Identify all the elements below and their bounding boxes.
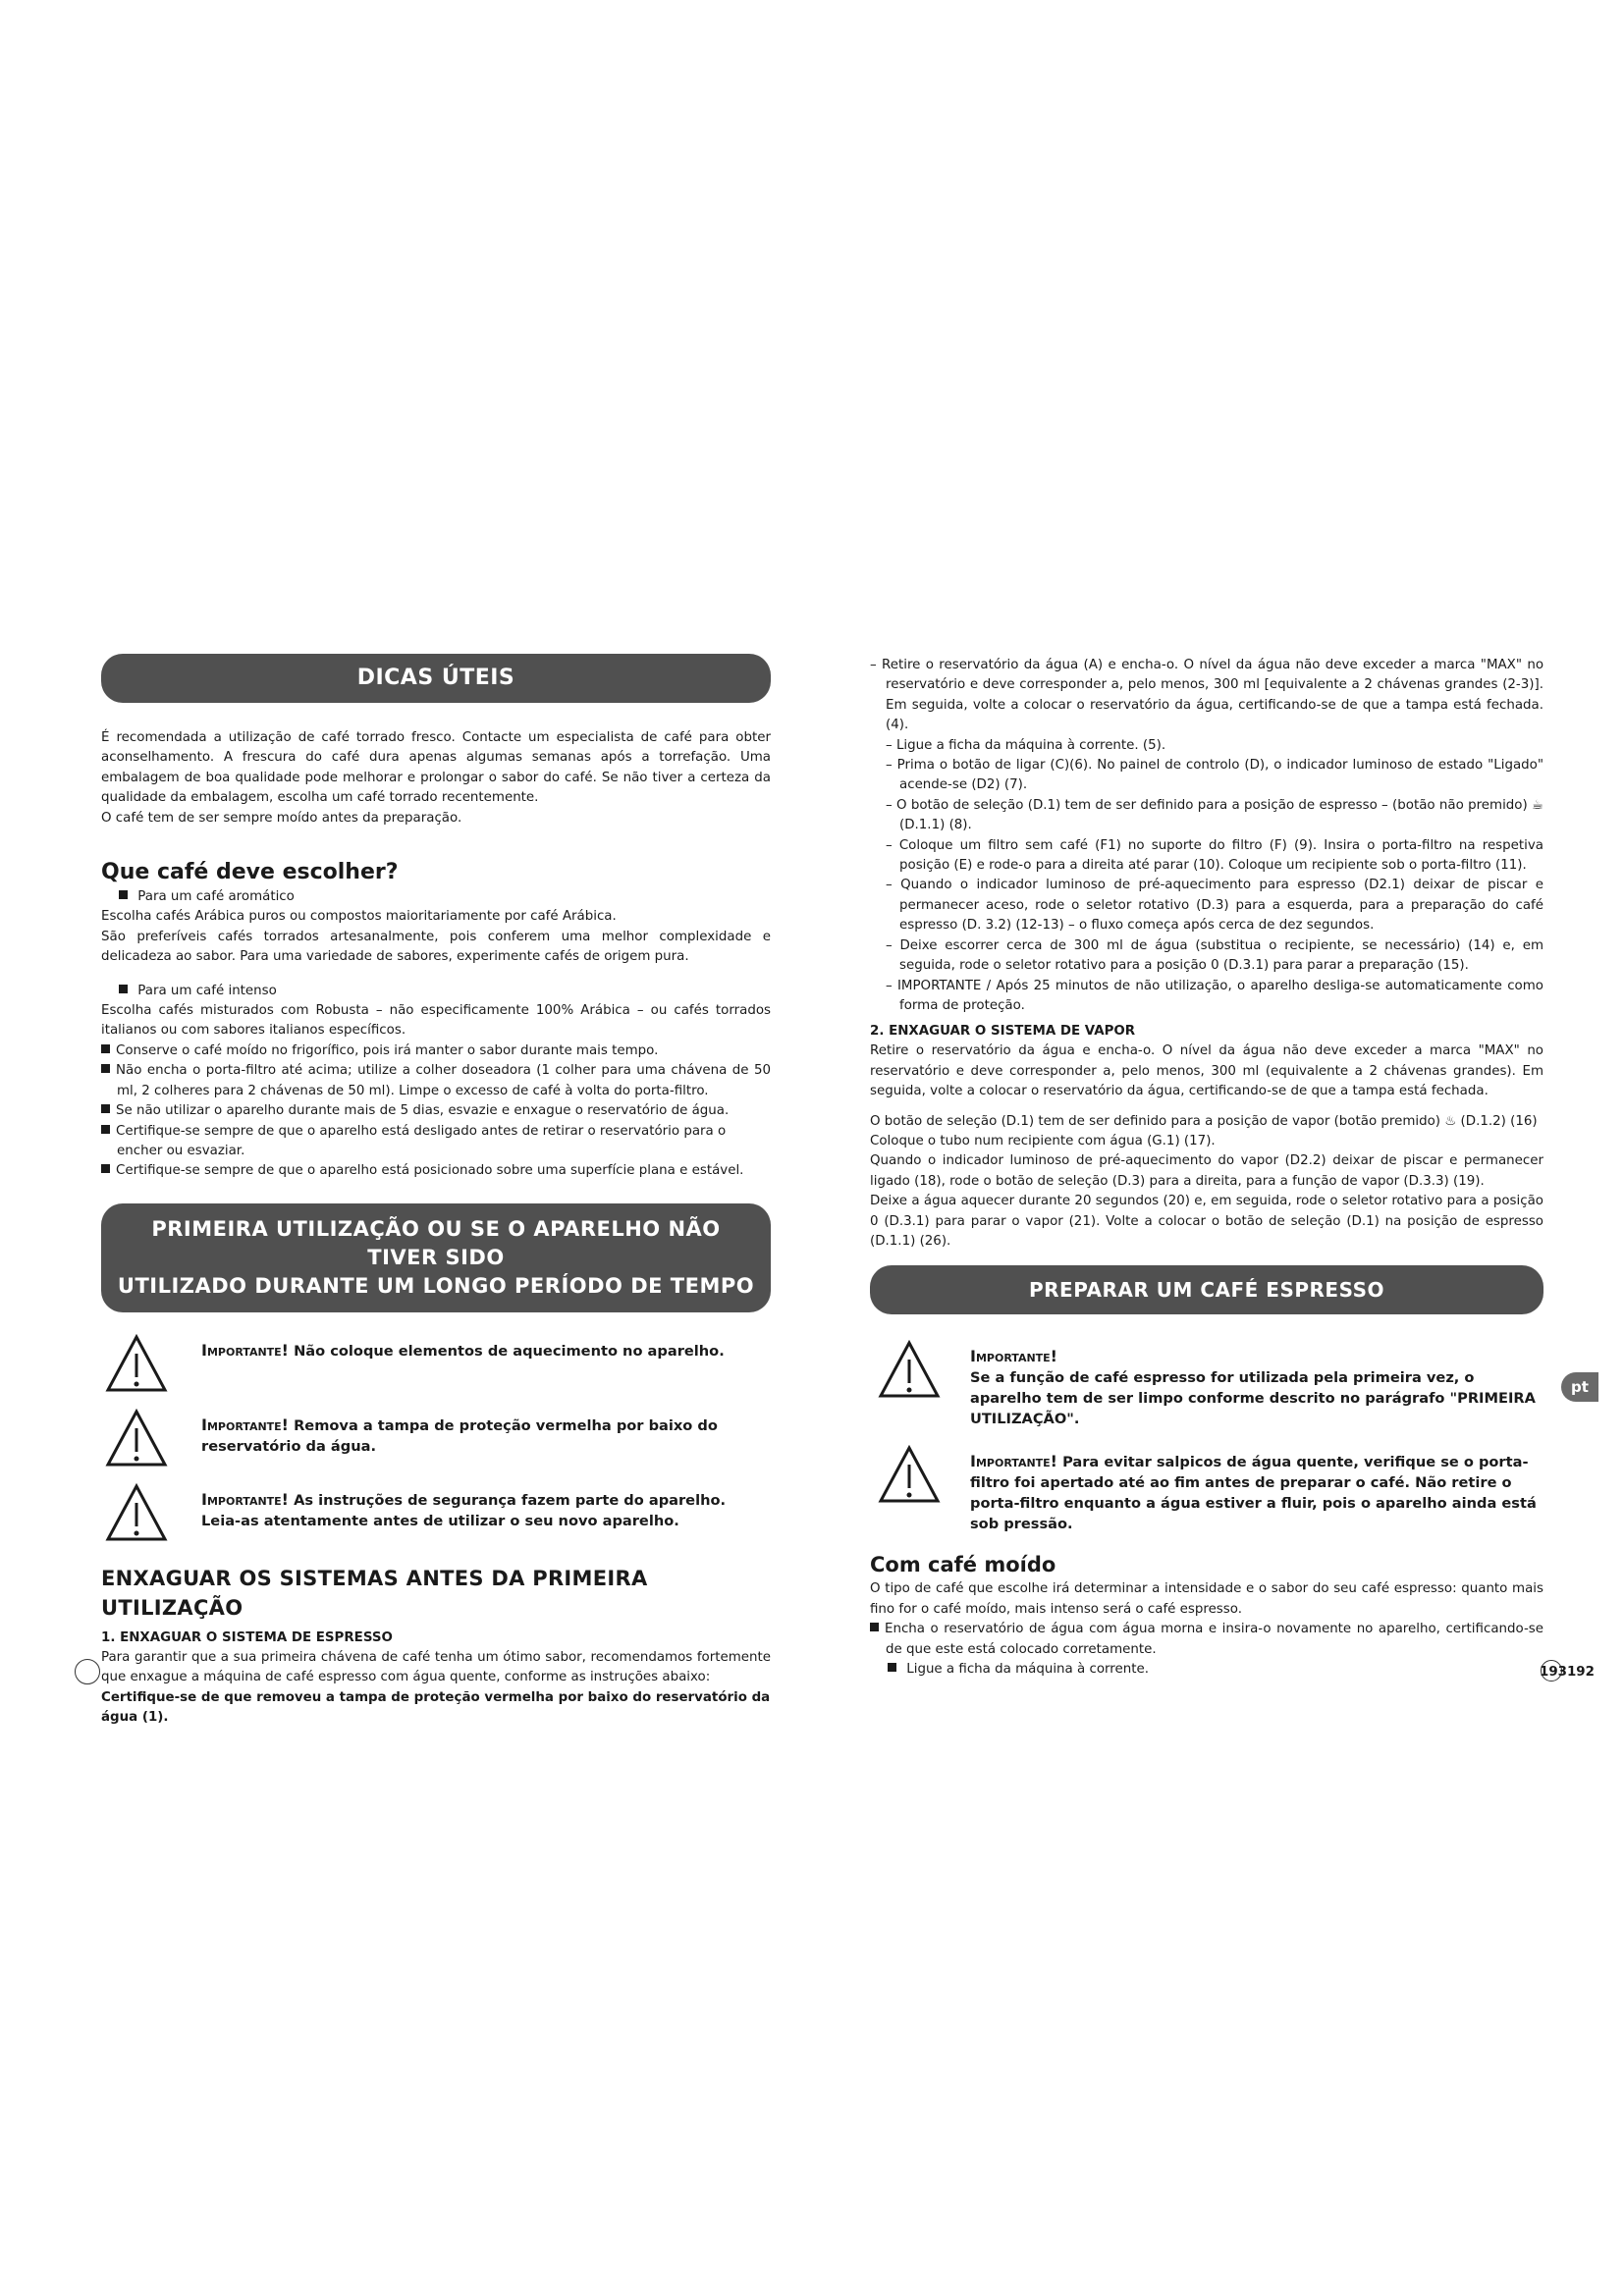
steam-select: O botão de seleção (D.1) tem de ser definido para a posição de vapor (botão premido) ♨ (D.1.2) (16)	[870, 1113, 1538, 1129]
square-bullet-icon	[101, 1064, 110, 1073]
language-badge: pt	[1561, 1372, 1598, 1402]
subheading-rinse-espresso: 1. ENXAGUAR O SISTEMA DE ESPRESSO	[101, 1629, 393, 1645]
square-bullet-icon	[101, 1164, 110, 1173]
aromatic-text-2: São preferíveis cafés torrados artesanalmente, pois conferem uma melhor complexidade e delicadeza ao sabor. Para uma variedade de sabores, experimente cafés de origem pura.	[101, 929, 771, 965]
list-item: Não encha o porta-filtro até acima; utilize a colher doseadora (1 colher para uma chávena de 50 ml, 2 colheres para 2 chávenas de 50 ml). Limpe o excesso de café à volta do porta-filtro.	[101, 1061, 771, 1101]
intense-label: Para um café intenso	[101, 982, 771, 1001]
square-bullet-icon	[119, 985, 128, 993]
left-column	[101, 654, 771, 1728]
intense-text: Escolha cafés misturados com Robusta – não especificamente 100% Arábica – ou cafés torrados italianos ou com sabores italianos específicos.	[101, 1003, 771, 1039]
section-banner-tips: DICAS ÚTEIS	[101, 654, 771, 703]
steam-tube: Coloque o tubo num recipiente com água (G.1) (17).	[870, 1133, 1216, 1148]
step-item: – Prima o botão de ligar (C)(6). No painel de controlo (D), o indicador luminoso de estado "Ligado" acende-se (D2) (7).	[886, 758, 1544, 793]
square-bullet-icon	[888, 1663, 896, 1672]
warning-triangle-icon	[105, 1409, 168, 1468]
aromatic-text-1: Escolha cafés Arábica puros ou compostos maioritariamente por café Arábica.	[101, 909, 617, 925]
page-numbers: 193192	[1540, 1665, 1595, 1680]
warning-red-cap: Importante! Remova a tampa de proteção vermelha por baixo do reservatório da água.	[101, 1409, 771, 1468]
step-item: – Ligue a ficha da máquina à corrente. (5).	[886, 737, 1166, 753]
step-fill-reservoir: – Retire o reservatório da água (A) e encha-o. O nível da água não deve exceder a marca "MAX" no reservatório e deve corresponder a, pelo menos, 300 ml [equivalente a 2 chávenas grandes (2-3)]. Em seguida, volte a colocar o reservatório da água, certificando-se de que a tampa está fechada. (4).	[870, 658, 1544, 733]
step-item: – O botão de seleção (D.1) tem de ser definido para a posição de espresso – (botão não premido) ☕ (D.1.1) (8).	[886, 797, 1544, 833]
ground-text: O tipo de café que escolhe irá determinar a intensidade e o sabor do seu café espresso: quanto mais fino for o café moído, mais intenso será o café espresso.	[870, 1581, 1543, 1617]
subheading-rinse-steam: 2. ENXAGUAR O SISTEMA DE VAPOR	[870, 1024, 1136, 1040]
aromatic-label: Para um café aromático	[101, 887, 771, 907]
warning-triangle-icon	[105, 1334, 168, 1393]
section-banner-espresso: PREPARAR UM CAFÉ ESPRESSO	[870, 1265, 1543, 1314]
heading-choose-coffee: Que café deve escolher?	[101, 860, 399, 885]
heading-ground-coffee: Com café moído	[870, 1553, 1056, 1577]
warning-triangle-icon	[105, 1483, 168, 1542]
steam-preheat: Quando o indicador luminoso de pré-aquecimento do vapor (D2.2) deixar de piscar e permanecer ligado (18), rode o botão de seleção (D.3) para a direita, para a função de vapor (D.3.3) (19).	[870, 1153, 1543, 1189]
right-column	[870, 656, 1543, 1680]
list-item: Encha o reservatório de água com água morna e insira-o novamente no aparelho, certificando-se de que este está colocado corretamente.	[870, 1620, 1543, 1660]
list-item: Se não utilizar o aparelho durante mais de 5 dias, esvazie e enxague o reservatório de água.	[101, 1101, 771, 1121]
steam-heat: Deixe a água aquecer durante 20 segundos (20) e, em seguida, rode o seletor rotativo para a posição 0 (D.3.1) para parar o vapor (21). Volte a colocar o botão de seleção (D.1) na posição de espresso (D.1.1) (26).	[870, 1194, 1543, 1249]
section-banner-first-use: PRIMEIRA UTILIZAÇÃO OU SE O APARELHO NÃO TIVER SIDO UTILIZADO DURANTE UM LONGO PERÍODO DE TEMPO	[101, 1203, 771, 1312]
rinse-bold-note: Certifique-se de que removeu a tampa de proteção vermelha por baixo do reservatório da água (1).	[101, 1689, 771, 1725]
rinse-text: Para garantir que a sua primeira chávena de café tenha um ótimo sabor, recomendamos fortemente que enxague a máquina de café espresso com água quente, conforme as instruções abaixo:	[101, 1649, 771, 1685]
step-item: – Deixe escorrer cerca de 300 ml de água (substitua o recipiente, se necessário) (14) e, em seguida, rode o seletor rotativo para a posição 0 (D.3.1) para parar a preparação (15).	[886, 937, 1543, 974]
square-bullet-icon	[101, 1104, 110, 1113]
warning-hot-water: Importante! Para evitar salpicos de água quente, verifique se o porta-filtro foi apertado até ao fim antes de preparar o café. Não retire o porta-filtro enquanto a água estiver a fluir, pois o aparelho ainda está sob pressão.	[870, 1445, 1543, 1534]
step-item: – IMPORTANTE / Após 25 minutos de não utilização, o aparelho desliga-se automaticamente como forma de proteção.	[886, 978, 1543, 1013]
tips-paragraph-2: O café tem de ser sempre moído antes da preparação.	[101, 810, 462, 826]
list-item: Conserve o café moído no frigorífico, pois irá manter o sabor durante mais tempo.	[101, 1041, 771, 1061]
step-item: – Quando o indicador luminoso de pré-aquecimento para espresso (D2.1) deixar de piscar e permanecer aceso, rode o seletor rotativo (D.3) para a esquerda, para a preparação do café espresso (D. 3.2) (12-13) – o fluxo começa após cerca de dez segundos.	[886, 878, 1543, 934]
registration-mark-icon	[75, 1659, 100, 1684]
list-item: Certifique-se sempre de que o aparelho está posicionado sobre uma superfície plana e estável.	[101, 1161, 771, 1181]
tips-paragraph: É recomendada a utilização de café torrado fresco. Contacte um especialista de café para obter aconselhamento. A frescura do café dura apenas algumas semanas após a torrefação. Uma embalagem de boa qualidade pode melhorar e prolongar o sabor do café. Se não tiver a certeza da qualidade da embalagem, escolha um café torrado recentemente.	[101, 730, 771, 806]
heading-rinse-systems: ENXAGUAR OS SISTEMAS ANTES DA PRIMEIRA UTILIZAÇÃO	[101, 1566, 648, 1620]
warning-first-use-clean: Importante! Se a função de café espresso for utilizada pela primeira vez, o aparelho tem de ser limpo conforme descrito no parágrafo "PRIMEIRA UTILIZAÇÃO".	[870, 1340, 1543, 1429]
warning-triangle-icon	[878, 1445, 941, 1504]
list-item: Ligue a ficha da máquina à corrente.	[870, 1660, 1543, 1680]
square-bullet-icon	[101, 1044, 110, 1053]
square-bullet-icon	[101, 1125, 110, 1134]
step-item: – Coloque um filtro sem café (F1) no suporte do filtro (F) (9). Insira o porta-filtro na respetiva posição (E) e rode-o para a direita até parar (10). Coloque um recipiente sob o porta-filtro (11).	[886, 837, 1543, 874]
steam-text: Retire o reservatório da água e encha-o. O nível da água não deve exceder a marca "MAX" no reservatório e deve corresponder a, pelo menos, 300 ml (equivalente a 2 chávenas grandes). Em seguida, volte a colocar o reservatório da água, certificando-se de que a tampa está fechada.	[870, 1043, 1543, 1099]
warning-triangle-icon	[878, 1340, 941, 1399]
square-bullet-icon	[119, 890, 128, 899]
warning-heating: Importante! Não coloque elementos de aquecimento no aparelho.	[101, 1334, 771, 1393]
list-item: Certifique-se sempre de que o aparelho está desligado antes de retirar o reservatório para o encher ou esvaziar.	[101, 1122, 771, 1162]
warning-safety-instructions: Importante! As instruções de segurança fazem parte do aparelho. Leia-as atentamente antes de utilizar o seu novo aparelho.	[101, 1483, 771, 1542]
square-bullet-icon	[870, 1623, 879, 1631]
